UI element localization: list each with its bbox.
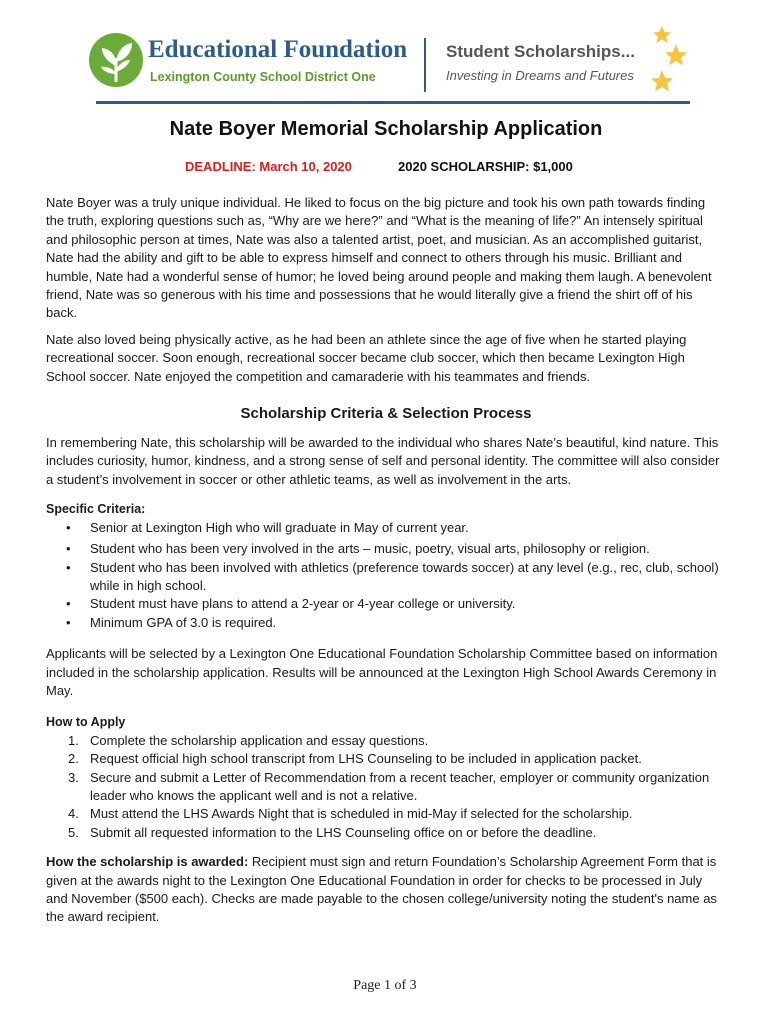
bullet-icon: • (66, 519, 71, 535)
specific-criteria-heading: Specific Criteria: (46, 502, 146, 517)
step-text: Secure and submit a Letter of Recommendation from a recent teacher, employer or community organization leader who knows the applicant well and is not a relative. (90, 769, 710, 803)
list-item (66, 559, 726, 596)
how-to-apply-heading: How to Apply (46, 715, 126, 730)
org-subtitle: Lexington County School District One (150, 70, 376, 84)
step-text: Must attend the LHS Awards Night that is scheduled in mid-May if selected for the scholarship. (90, 806, 633, 822)
star-icon (665, 44, 687, 66)
star-icon (653, 26, 671, 43)
award-label: How the scholarship is awarded: (46, 854, 249, 870)
header-rule (96, 101, 690, 104)
page-title: Nate Boyer Memorial Scholarship Application (169, 118, 603, 140)
org-name: Educational Foundation (148, 36, 408, 63)
bullet-icon: • (66, 559, 71, 575)
deadline-text: DEADLINE: March 10, 2020 (185, 159, 352, 174)
scholarship-amount: 2020 SCHOLARSHIP: $1,000 (398, 159, 573, 174)
list-item: 4. Must attend the LHS Awards Night that is scheduled in mid-May if selected for the scholarship. (68, 806, 633, 822)
list-item: 5. Submit all requested information to the LHS Counseling office on or before the deadline. (68, 824, 597, 840)
selection-paragraph: Applicants will be selected by a Lexington One Educational Foundation Scholarship Committee based on information included in the scholarship application. Results will be announced at the Lexington High School Awards Ceremony in May. (46, 646, 718, 698)
list-item (66, 614, 726, 632)
page-number: Page 1 of 3 (353, 978, 417, 993)
criteria-text: Student who has been involved with athletics (preference towards soccer) at any level (e.g., rec, club, school) while in high school. (90, 559, 719, 593)
section-heading: Scholarship Criteria & Selection Process (240, 405, 532, 423)
list-item: 3. Secure and submit a Letter of Recommendation from a recent teacher, employer or community organization leader who knows the applicant well and is not a relative. (68, 769, 710, 803)
list-item (66, 595, 726, 613)
document-body (46, 112, 726, 927)
list-item: 1. Complete the scholarship application and essay questions. (68, 732, 429, 748)
tree-leaves-icon (88, 32, 144, 88)
list-item (66, 540, 726, 558)
criteria-text: Senior at Lexington High who will graduate in May of current year. (90, 519, 469, 535)
criteria-text: Minimum GPA of 3.0 is required. (90, 614, 277, 630)
bullet-icon: • (66, 614, 71, 630)
letterhead (86, 24, 690, 104)
criteria-intro: In remembering Nate, this scholarship will be awarded to the individual who shares Nate’s beautiful, kind nature. This includes curiosity, humor, kindness, and a strong sense of self and personal identity. The committee will also consider a student’s involvement in soccer or other athletic teams, as well as involvement in the arts. (46, 435, 720, 487)
header-divider (424, 38, 426, 92)
award-text: Recipient must sign and return Foundation’s Scholarship Agreement Form that is given at the awards night to the Lexington One Educational Foundation in order for checks to be processed in July and November ($500 each). Checks are made payable to the chosen college/university noting the student's name as the award recipient. (46, 854, 717, 925)
criteria-text: Student who has been very involved in the arts – music, poetry, visual arts, philosophy or religion. (90, 541, 650, 557)
intro-paragraph-1: Nate Boyer was a truly unique individual. He liked to focus on the big picture and took his own path towards finding the truth, exploring questions such as, “Why are we here?” and “What is the meaning of life?” An intensely spiritual and philosophic person at times, Nate was also a talented artist, poet, and musician. As an accomplished guitarist, Nate had the ability and gift to be able to express himself and connect to others through his music. Brilliant and humble, Nate had a wonderful sense of humor; he loved being around people and making them laugh. A benevolent friend, Nate was so generous with his time and possessions that he would literally give a friend the shirt off of his back. (46, 195, 712, 321)
apply-steps-list (46, 732, 726, 842)
deadline-row (46, 158, 726, 176)
intro-paragraph-2: Nate also loved being physically active, as he had been an athlete since the age of five when he started playing recreational soccer. Soon enough, recreational soccer became club soccer, which then became Lexington High School soccer. Nate enjoyed the competition and camaraderie with his teammates and friends. (46, 331, 687, 384)
bullet-icon: • (66, 541, 71, 557)
star-icon (651, 70, 673, 92)
criteria-list (46, 519, 726, 632)
step-text: Complete the scholarship application and essay questions. (90, 732, 429, 748)
step-text: Request official high school transcript from LHS Counseling to be included in application packet. (90, 751, 642, 767)
award-paragraph (46, 853, 726, 927)
stars-icon (646, 24, 690, 104)
list-item: 2. Request official high school transcript from LHS Counseling to be included in application packet. (68, 751, 642, 767)
bullet-icon: • (66, 596, 71, 612)
list-item (66, 519, 726, 537)
tagline-subtitle: Investing in Dreams and Futures (446, 68, 634, 83)
tagline-title: Student Scholarships... (446, 42, 635, 61)
criteria-text: Student must have plans to attend a 2-year or 4-year college or university. (90, 596, 516, 612)
step-text: Submit all requested information to the LHS Counseling office on or before the deadline. (90, 824, 597, 840)
